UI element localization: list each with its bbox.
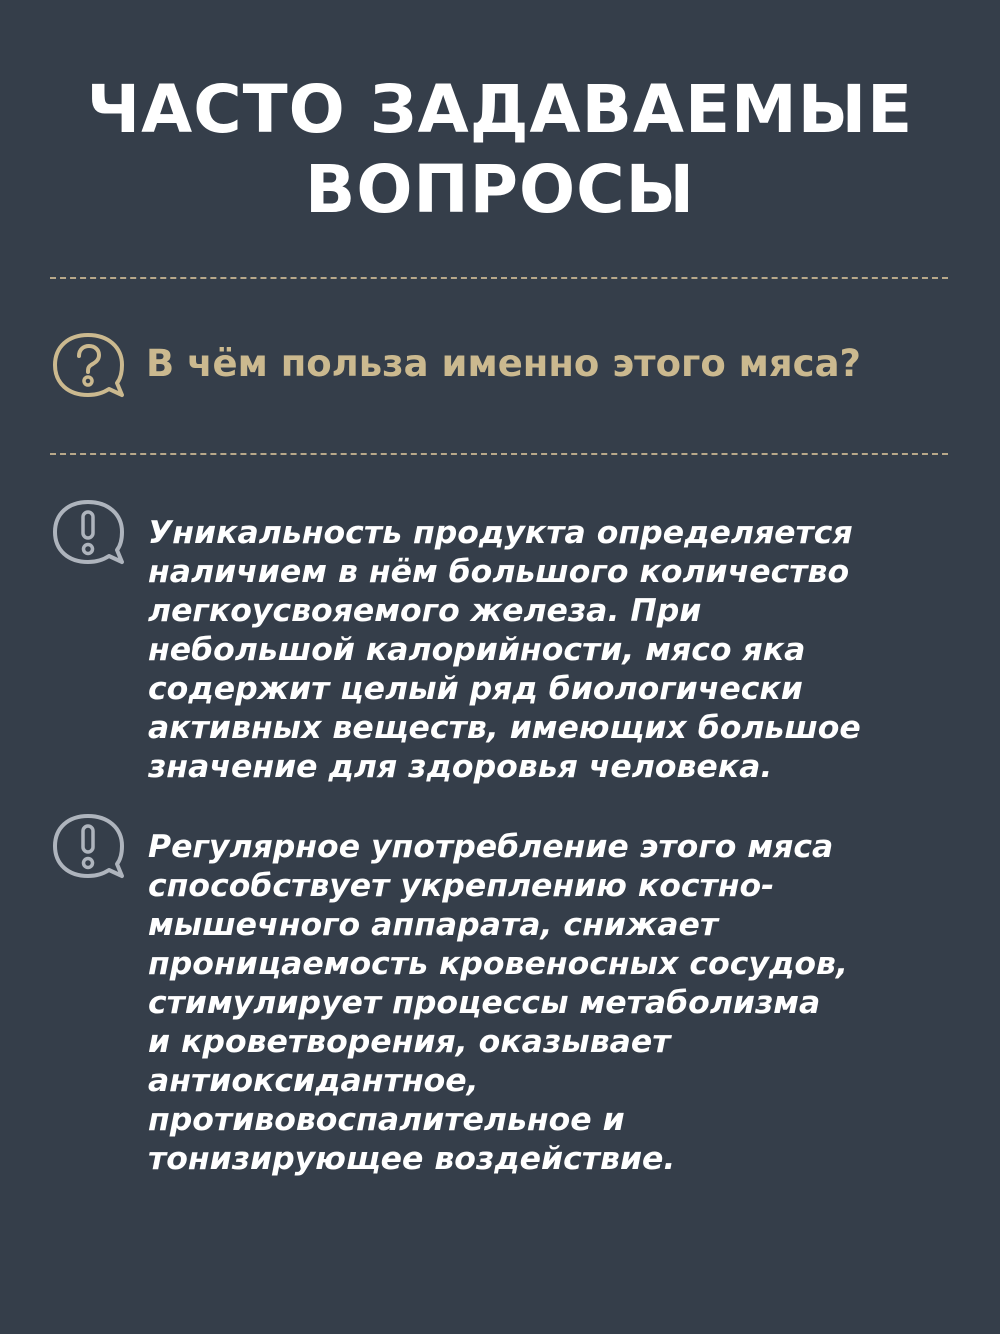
exclamation-bubble-icon bbox=[50, 812, 126, 880]
page-title bbox=[0, 70, 1000, 230]
question-bubble-icon bbox=[50, 331, 126, 399]
answer-line: Регулярное употребление этого мяса bbox=[148, 829, 834, 865]
answer-line: легкоусвояемого железа. При bbox=[148, 593, 702, 629]
faq-question-text: В чём польза именно этого мяса? bbox=[146, 342, 862, 385]
answer-line: наличием в нём большого количество bbox=[148, 554, 850, 590]
page-title-line-2: ВОПРОСЫ bbox=[305, 151, 695, 228]
faq-answer-1-text bbox=[148, 514, 938, 787]
answer-line: тонизирующее воздействие. bbox=[148, 1141, 676, 1177]
dashed-divider-top bbox=[50, 277, 948, 279]
answer-line: способствует укреплению костно- bbox=[148, 868, 775, 904]
exclamation-bubble-icon bbox=[50, 498, 126, 566]
page-title-line-1: ЧАСТО ЗАДАВАЕМЫЕ bbox=[86, 71, 914, 148]
answer-line: проницаемость кровеносных сосудов, bbox=[148, 946, 848, 982]
answer-line: стимулирует процессы метаболизма bbox=[148, 985, 821, 1021]
faq-answer-2-text bbox=[148, 828, 938, 1179]
faq-question bbox=[50, 325, 950, 405]
answer-line: активных веществ, имеющих большое bbox=[148, 710, 861, 746]
answer-line: мышечного аппарата, снижает bbox=[148, 907, 719, 943]
dashed-divider-bottom bbox=[50, 453, 948, 455]
answer-line: небольшой калорийности, мясо яка bbox=[148, 632, 806, 668]
answer-line: Уникальность продукта определяется bbox=[148, 515, 853, 551]
answer-line: антиоксидантное, bbox=[148, 1063, 479, 1099]
answer-line: содержит целый ряд биологически bbox=[148, 671, 803, 707]
answer-line: противовоспалительное и bbox=[148, 1102, 625, 1138]
answer-line: и кроветворения, оказывает bbox=[148, 1024, 671, 1060]
answer-line: значение для здоровья человека. bbox=[148, 749, 773, 785]
